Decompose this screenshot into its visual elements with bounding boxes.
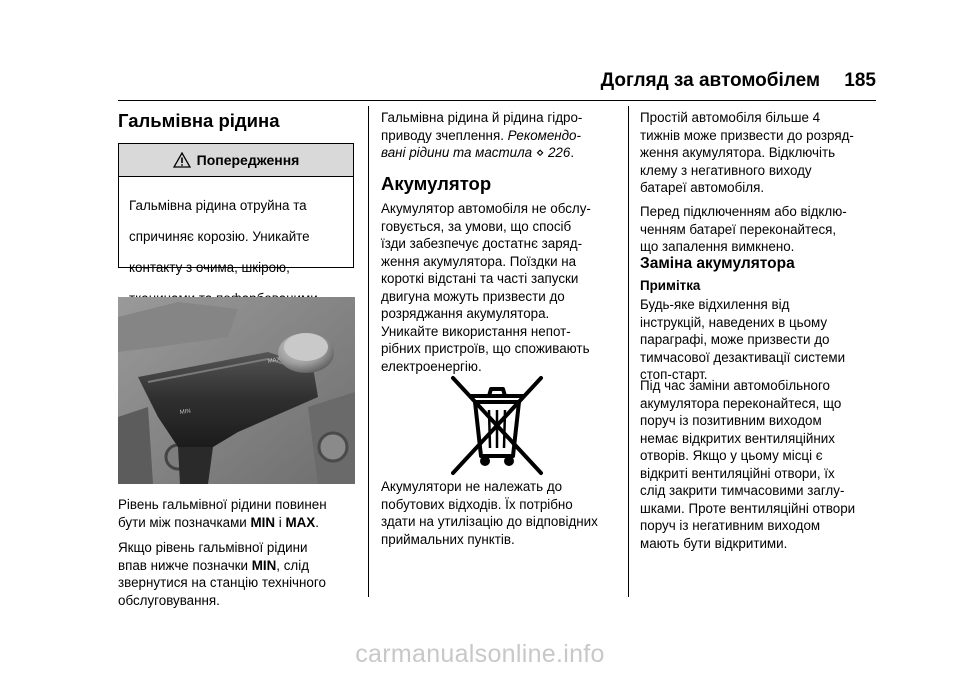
warning-line: контакту з очима, шкірою, [129, 260, 290, 276]
text-line: обслуговування. [118, 592, 220, 608]
recommended-fluids-link[interactable]: Рекомендо- [507, 127, 581, 143]
text-line [381, 127, 621, 145]
text-line: Рівень гальмівної рідини повинен [118, 497, 327, 512]
text-line: рібних пристроїв, що споживають [381, 341, 590, 356]
max-mark-label: MAX [267, 356, 282, 365]
watermark: carmanualsonline.info [355, 640, 605, 668]
text-line [118, 557, 358, 575]
text-line: Якщо рівень гальмівної рідини [118, 540, 308, 555]
battery-heading: Акумулятор [381, 173, 492, 194]
text-line: Акумулятор автомобіля не обслу- [381, 201, 591, 216]
text-line: Будь-яке відхилення від [640, 297, 790, 312]
page-number: 185 [844, 70, 876, 91]
text-line: мають бути відкритими. [640, 535, 788, 551]
column-divider [368, 106, 369, 597]
text-line: Акумулятори не належать до [381, 479, 563, 494]
text-line: говується, за умови, що спосіб [381, 218, 572, 234]
text-line: клему з негативного виходу [640, 162, 812, 178]
text-fragment: бути між позначками [118, 514, 251, 530]
text-line: короткі відстані та часті запуски [381, 271, 579, 286]
text-line: ченням батареї переконайтеся, [640, 221, 837, 237]
warning-triangle-icon [173, 152, 191, 168]
text-line: відкриті вентиляційні отвори, їх [640, 465, 835, 481]
text-fragment: . [315, 514, 319, 530]
page-reference[interactable]: 226 [547, 145, 571, 160]
text-line: Простій автомобіля більше 4 [640, 110, 821, 125]
max-mark: MAX [285, 514, 316, 530]
column-divider [628, 106, 629, 597]
text-line: що запалення вимкнено. [640, 239, 795, 254]
text-line: звернутися на станцію технічного [118, 575, 326, 590]
text-line [118, 514, 358, 532]
brake-fluid-heading: Гальмівна рідина [118, 110, 280, 131]
text-line: розряджання акумулятора. [381, 306, 550, 321]
crossed-bin-icon [449, 374, 545, 477]
text-line: Гальмівна рідина й рідина гідро- [381, 110, 583, 125]
text-line [381, 144, 621, 162]
running-header-title: Догляд за автомобілем [600, 70, 820, 91]
text-line: здати на утилізацію до відповідних [381, 514, 598, 529]
text-fragment: впав нижче позначки [118, 557, 252, 573]
text-fragment: . [570, 145, 575, 160]
text-fragment: приводу зчеплення. [381, 127, 508, 143]
battery-paragraph [381, 200, 621, 375]
text-line: акумулятора переконайтеся, що [640, 395, 842, 411]
text-line: Перед підключенням або відклю- [640, 204, 847, 219]
text-line: їзди забезпечує достатнє заряд- [381, 236, 583, 251]
text-line: ження акумулятора. Поїздки на [381, 253, 577, 269]
text-line: поруч із позитивним виходом [640, 413, 822, 428]
text-line: батареї автомобіля. [640, 180, 765, 195]
text-line: параграфі, може призвести до [640, 332, 830, 347]
min-mark: MIN [251, 557, 277, 573]
page-reference-icon: ⋄ [535, 145, 545, 160]
text-line: тимчасової дезактивації системи [640, 349, 846, 365]
min-mark: MIN [250, 514, 276, 530]
text-line: електроенергію. [381, 358, 482, 374]
ignition-off-paragraph [640, 203, 880, 256]
text-fragment: , слід [276, 557, 310, 573]
battery-disposal-paragraph [381, 478, 621, 548]
note-paragraph [640, 296, 880, 384]
text-line: ження акумулятора. Відключіть [640, 145, 836, 160]
low-level-paragraph [118, 539, 358, 609]
text-line: Уникайте використання непот- [381, 323, 571, 339]
text-line: стоп-старт. [640, 367, 708, 382]
vent-holes-paragraph [640, 377, 880, 552]
brake-fluid-reservoir-photo [118, 297, 355, 484]
warning-line: Гальмівна рідина отруйна та [129, 198, 307, 214]
brake-level-paragraph [118, 496, 358, 531]
warning-box [118, 143, 354, 276]
vehicle-storage-paragraph [640, 109, 880, 197]
text-line: отворів. Якщо у цьому місці є [640, 448, 823, 463]
text-line: побутових відходів. Їх потрібно [381, 496, 573, 512]
note-label: Примітка [640, 278, 701, 293]
text-fragment: і [275, 514, 286, 530]
text-line: інструкцій, наведених в цьому [640, 314, 828, 330]
text-line: слід закрити тимчасовими заглу- [640, 483, 845, 498]
recommended-fluids-link[interactable]: вані рідини та мастила [381, 145, 533, 160]
warning-line: спричиняє корозію. Уникайте [129, 229, 310, 245]
text-line: шками. Проте вентиляційні отвори [640, 500, 856, 516]
text-line: немає відкритих вентиляційних [640, 430, 835, 446]
text-line: Під час заміни автомобільного [640, 378, 830, 393]
text-line: двигуна можуть призвести до [381, 288, 565, 304]
warning-title: Попередження [196, 152, 300, 168]
text-line: поруч із негативним виходом [640, 518, 821, 533]
text-line: приймальних пунктів. [381, 531, 515, 547]
battery-replacement-heading: Заміна акумулятора [640, 255, 795, 272]
warning-header [119, 144, 353, 177]
min-mark-label: MIN [179, 408, 192, 416]
header-rule [118, 100, 876, 101]
brake-fluid-intro [381, 109, 621, 162]
text-line: тижнів може призвести до розряд- [640, 127, 854, 143]
